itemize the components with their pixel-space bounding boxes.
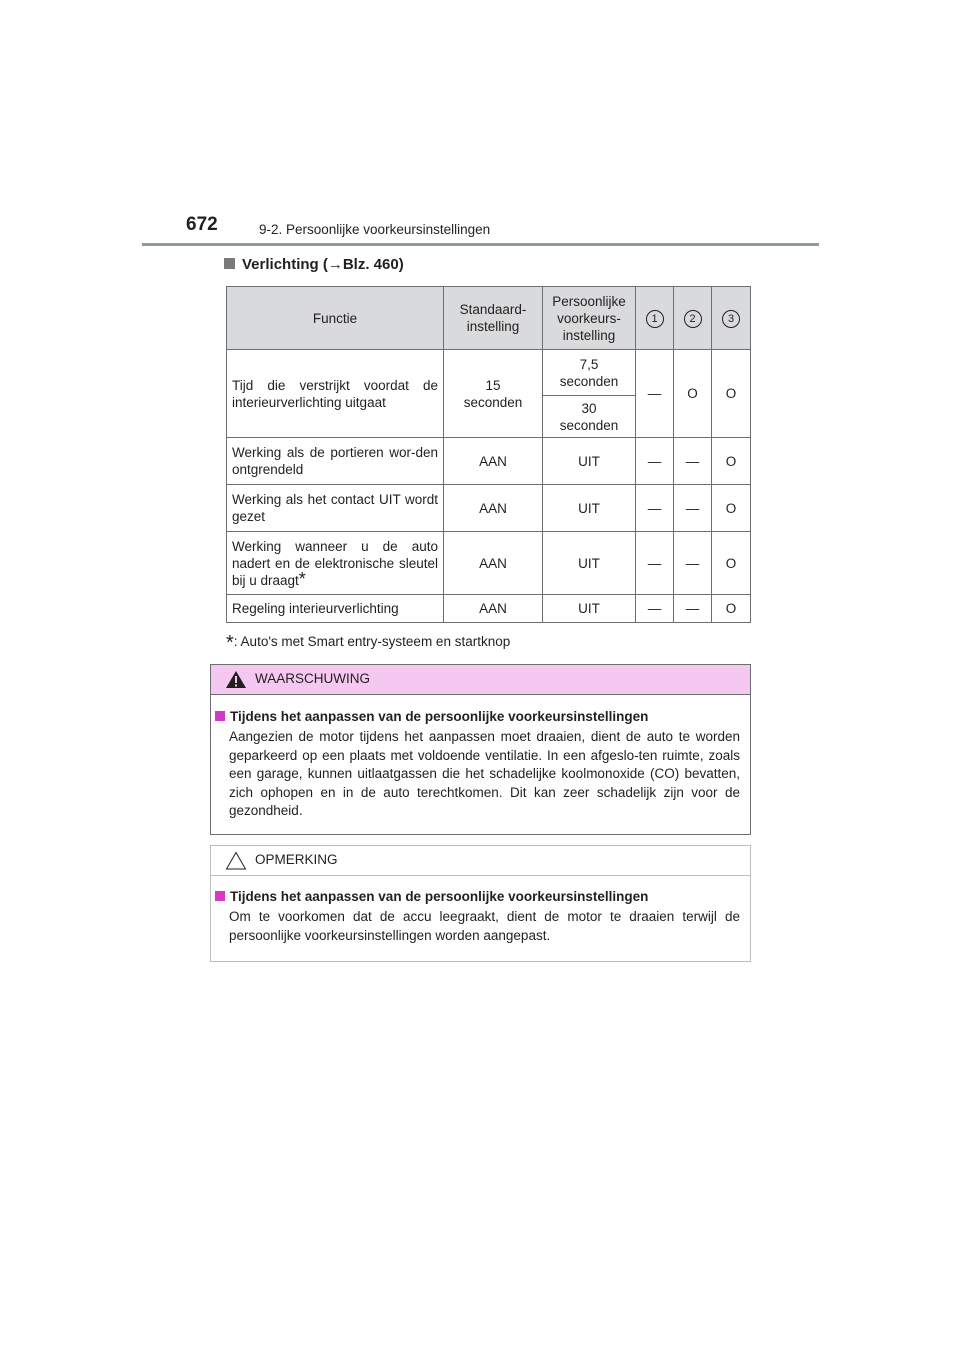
note-subtitle-text: Tijdens het aanpassen van de persoonlijke voorkeursinstellingen bbox=[230, 889, 649, 904]
circle-3-icon: 3 bbox=[722, 310, 740, 328]
note-header bbox=[211, 846, 750, 876]
table-row bbox=[227, 595, 751, 623]
row-1-c3: O bbox=[712, 350, 751, 438]
warning-header bbox=[211, 665, 750, 695]
row-3-persoonlijk: UIT bbox=[543, 485, 636, 532]
row-3-c3: O bbox=[712, 485, 751, 532]
table-row bbox=[227, 532, 751, 595]
header-functie: Functie bbox=[227, 287, 444, 350]
warning-bullet-icon bbox=[215, 711, 225, 721]
row-5-functie: Regeling interieurverlichting bbox=[227, 595, 444, 623]
header-persoonlijk: Persoonlijke voorkeurs- instelling bbox=[543, 287, 636, 350]
header-col-3 bbox=[712, 287, 751, 350]
row-2-c1: — bbox=[636, 438, 674, 485]
row-1-persoonlijk-b: 30 seconden bbox=[543, 396, 636, 438]
row-3-standaard: AAN bbox=[444, 485, 543, 532]
warning-subtitle-text: Tijdens het aanpassen van de persoonlijke voorkeursinstellingen bbox=[230, 709, 649, 724]
section-bullet-icon bbox=[224, 258, 235, 269]
footnote bbox=[226, 632, 510, 655]
row-4-c1: — bbox=[636, 532, 674, 595]
table-row bbox=[227, 485, 751, 532]
row-4-functie-text: Werking wanneer u de auto nadert en de elektronische sleutel bij u draagt bbox=[232, 538, 438, 588]
settings-table bbox=[226, 286, 751, 623]
header-rule bbox=[142, 243, 819, 246]
row-1-standaard: 15 seconden bbox=[444, 350, 543, 438]
row-2-standaard: AAN bbox=[444, 438, 543, 485]
row-2-c3: O bbox=[712, 438, 751, 485]
chapter-title: 9-2. Persoonlijke voorkeursinstellingen bbox=[259, 222, 491, 237]
row-5-c2: — bbox=[674, 595, 712, 623]
row-4-c2: — bbox=[674, 532, 712, 595]
row-4-c3: O bbox=[712, 532, 751, 595]
row-3-c1: — bbox=[636, 485, 674, 532]
row-4-standaard: AAN bbox=[444, 532, 543, 595]
table-row bbox=[227, 438, 751, 485]
note-subtitle bbox=[215, 889, 648, 904]
row-2-persoonlijk: UIT bbox=[543, 438, 636, 485]
footnote-text: : Auto's met Smart entry-systeem en startknop bbox=[233, 634, 511, 649]
section-title bbox=[224, 256, 404, 273]
row-4-functie bbox=[227, 532, 444, 595]
warning-triangle-icon bbox=[225, 670, 247, 689]
table-row bbox=[227, 350, 751, 396]
note-label: OPMERKING bbox=[255, 852, 338, 867]
footnote-mark: * bbox=[226, 632, 234, 654]
warning-body: Aangezien de motor tijdens het aanpassen moet draaien, dient de auto te worden geparkeerd op een plaats met voldoende ventilatie. In een afgeslo-ten ruimte, zoals een garage, kunnen uitlaatgassen die het schadelijke koolmonoxide (CO) bevatten, zich ophopen en in de auto terechtkomen. Dit kan zeer schadelijk zijn voor de gezondheid. bbox=[229, 729, 740, 818]
row-4-persoonlijk: UIT bbox=[543, 532, 636, 595]
row-1-c2: O bbox=[674, 350, 712, 438]
row-5-c1: — bbox=[636, 595, 674, 623]
warning-box bbox=[210, 664, 751, 835]
row-1-functie: Tijd die verstrijkt voordat de interieurverlichting uitgaat bbox=[227, 350, 444, 438]
row-2-c2: — bbox=[674, 438, 712, 485]
caution-triangle-icon bbox=[225, 851, 247, 870]
row-5-c3: O bbox=[712, 595, 751, 623]
warning-subtitle bbox=[215, 709, 648, 724]
row-4-footnote-mark: * bbox=[298, 568, 306, 589]
circle-2-icon: 2 bbox=[684, 310, 702, 328]
row-2-functie: Werking als de portieren wor-den ontgrendeld bbox=[227, 438, 444, 485]
header-col-2 bbox=[674, 287, 712, 350]
note-box bbox=[210, 845, 751, 962]
note-body: Om te voorkomen dat de accu leegraakt, dient de motor te draaien terwijl de persoonlijke voorkeursinstellingen worden aangepast. bbox=[229, 909, 740, 943]
page-number: 672 bbox=[186, 214, 218, 235]
circle-1-icon: 1 bbox=[646, 310, 664, 328]
header-col-1 bbox=[636, 287, 674, 350]
table-header-row bbox=[227, 287, 751, 350]
section-title-text: Verlichting (→Blz. 460) bbox=[242, 256, 404, 273]
row-5-persoonlijk: UIT bbox=[543, 595, 636, 623]
row-1-persoonlijk-a: 7,5 seconden bbox=[543, 350, 636, 396]
note-bullet-icon bbox=[215, 891, 225, 901]
row-1-c1: — bbox=[636, 350, 674, 438]
row-3-c2: — bbox=[674, 485, 712, 532]
header-standaard: Standaard- instelling bbox=[444, 287, 543, 350]
row-5-standaard: AAN bbox=[444, 595, 543, 623]
warning-label: WAARSCHUWING bbox=[255, 671, 370, 686]
row-3-functie: Werking als het contact UIT wordt gezet bbox=[227, 485, 444, 532]
